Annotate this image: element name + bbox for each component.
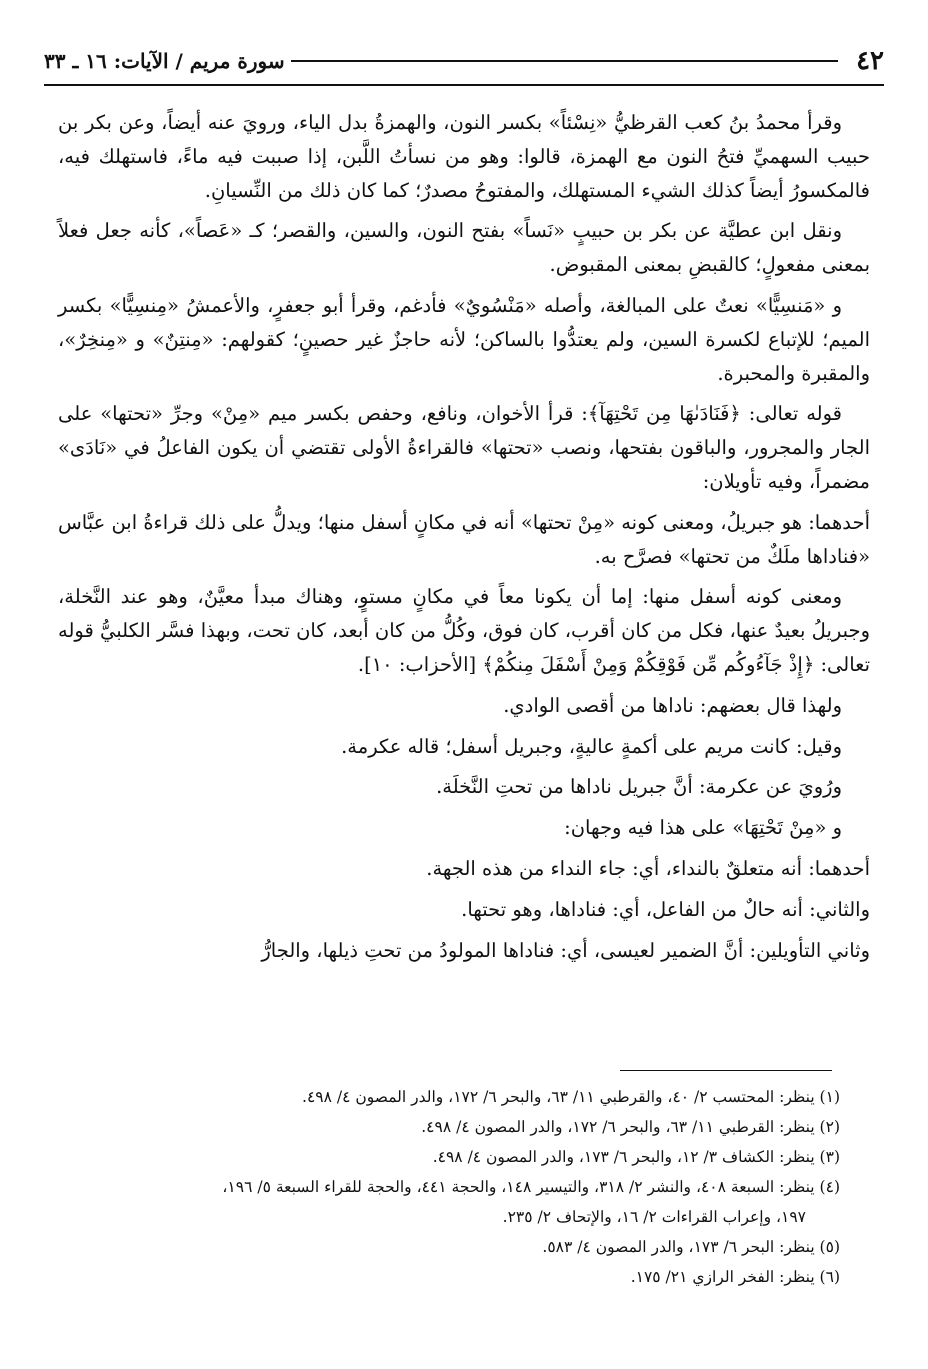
paragraph: قوله تعالى: ﴿فَنَادَىٰهَا مِن تَحْتِهَآ﴾: قرأ الأخوان، ونافع، وحفص بكسر ميم «مِنْ» وجرِّ «تحتها» على الجار والمجرور، والباقون بفتحها، ونصب «تحتها» فالقراءةُ الأولى تقتضي أن يكون الفاعلُ في «نَادَى» مضمراً، وفيه تأويلان: — [58, 402, 870, 493]
paragraph: وقرأ محمدُ بنُ كعب القرظيُّ «نِسْئاً» بكسر النون، والهمزةُ بدل الياء، ورويَ عنه أيضاً، وعن بكر بن حبيب السهميِّ فتحُ النون مع الهمزة، قالوا: وهو من نسأتُ اللَّبن، إذا صببت فيه ماءً، فاستهلك فيه، فالمكسورُ أيضاً كذلك الشيء المستهلك، والمفتوحُ مصدرٌ؛ كما كان ذلك من النِّسيانِ. — [58, 111, 870, 202]
footnote-2: (٢) ينظر: القرطبي ١١/ ٦٣، والبحر ٦/ ١٧٢، والدر المصون ٤/ ٤٩٨. — [421, 1118, 840, 1136]
footnote-6: (٦) ينظر: الفخر الرازي ٢١/ ١٧٥. — [630, 1268, 840, 1286]
header-rule — [44, 84, 884, 86]
paragraph: و «مِنْ تَحْتِهَا» على هذا فيه وجهان: — [564, 816, 842, 840]
body-text — [58, 106, 870, 974]
header-title: سورة مريم / الآيات: ١٦ ـ ٣٣ — [44, 49, 285, 73]
paragraph: و «مَنسِيًّا» نعتٌ على المبالغة، وأصله «مَنْسُويٌ» فأدغم، وقرأ أبو جعفرٍ، والأعمشُ «مِنسِيًّا» بكسر الميم؛ للإتباع لكسرة السين، ولم يعتدُّوا بالساكن؛ لأنه حاجزٌ غير حصينٍ؛ كقولهم: «مِنتِنٌ» و «مِنخِرٌ»، والمقبرة والمحبرة. — [58, 293, 870, 385]
paragraph: ومعنى كونه أسفل منها: إما أن يكونا معاً في مكانٍ مستوٍ، وهناك مبدأ معيَّنٌ، وهو عند النَّخلة، وجبريلُ بعيدٌ عنها، فكل من كان أقرب، كان فوق، وكُلُّ من كان أبعد، كان تحت، وبهذا فسَّر الكلبيُّ قوله تعالى: ﴿إِذْ جَآءُوكُم مِّن فَوْقِكُمْ وَمِنْ أَسْفَلَ مِنكُمْ﴾ [الأحزاب: ١٠]. — [58, 585, 870, 676]
paragraph: وقيل: كانت مريم على أكمةٍ عاليةٍ، وجبريل أسفل؛ قاله عكرمة. — [341, 734, 842, 758]
paragraph: أحدهما: هو جبريلُ، ومعنى كونه «مِنْ تحتها» أنه في مكانٍ أسفل منها؛ ويدلُّ على ذلك قراءةُ ابن عبَّاس «فناداها ملَكٌ من تحتها» فصرَّح به. — [57, 510, 870, 568]
page-number: ٤٢ — [856, 46, 884, 76]
footnote-3: (٣) ينظر: الكشاف ٣/ ١٢، والبحر ٦/ ١٧٣، والدر المصون ٤/ ٤٩٨. — [432, 1148, 840, 1166]
paragraph: وثاني التأويلين: أنَّ الضمير لعيسى، أي: فناداها المولودُ من تحتِ ذيلها، والجارُّ — [261, 938, 870, 962]
footnotes — [64, 1082, 840, 1292]
footnote-4: (٤) ينظر: السبعة ٤٠٨، والنشر ٢/ ٣١٨، والتيسير ١٤٨، والحجة ٤٤١، والحجة للقراء السبعة ٥/ ١٩٦، — [222, 1178, 840, 1196]
paragraph: ولهذا قال بعضهم: ناداها من أقصى الوادي. — [503, 693, 842, 717]
running-header — [44, 38, 884, 84]
paragraph: ورُويَ عن عكرمة: أنَّ جبريل ناداها من تحتِ النَّخلَة. — [436, 775, 842, 799]
footnote-1: (١) ينظر: المحتسب ٢/ ٤٠، والقرطبي ١١/ ٦٣، والبحر ٦/ ١٧٢، والدر المصون ٤/ ٤٩٨. — [302, 1088, 840, 1106]
footnote-4-continued: ١٩٧، وإعراب القراءات ٢/ ١٦، والإتحاف ٢/ ٢٣٥. — [502, 1208, 806, 1226]
paragraph: والثاني: أنه حالٌ من الفاعل، أي: فناداها، وهو تحتها. — [461, 897, 870, 921]
paragraph: أحدهما: أنه متعلقٌ بالنداء، أي: جاء النداء من هذه الجهة. — [426, 856, 870, 880]
footnote-5: (٥) ينظر: البحر ٦/ ١٧٣، والدر المصون ٤/ ٥٨٣. — [542, 1238, 840, 1256]
footnote-separator — [620, 1070, 832, 1071]
header-dash-rule — [291, 60, 838, 62]
paragraph: ونقل ابن عطيَّة عن بكر بن حبيبٍ «نَساً» بفتح النون، والسين، والقصر؛ كـ «عَصاً»، كأنه جعل فعلاً بمعنى مفعولٍ؛ كالقبضِ بمعنى المقبوض. — [58, 219, 870, 277]
